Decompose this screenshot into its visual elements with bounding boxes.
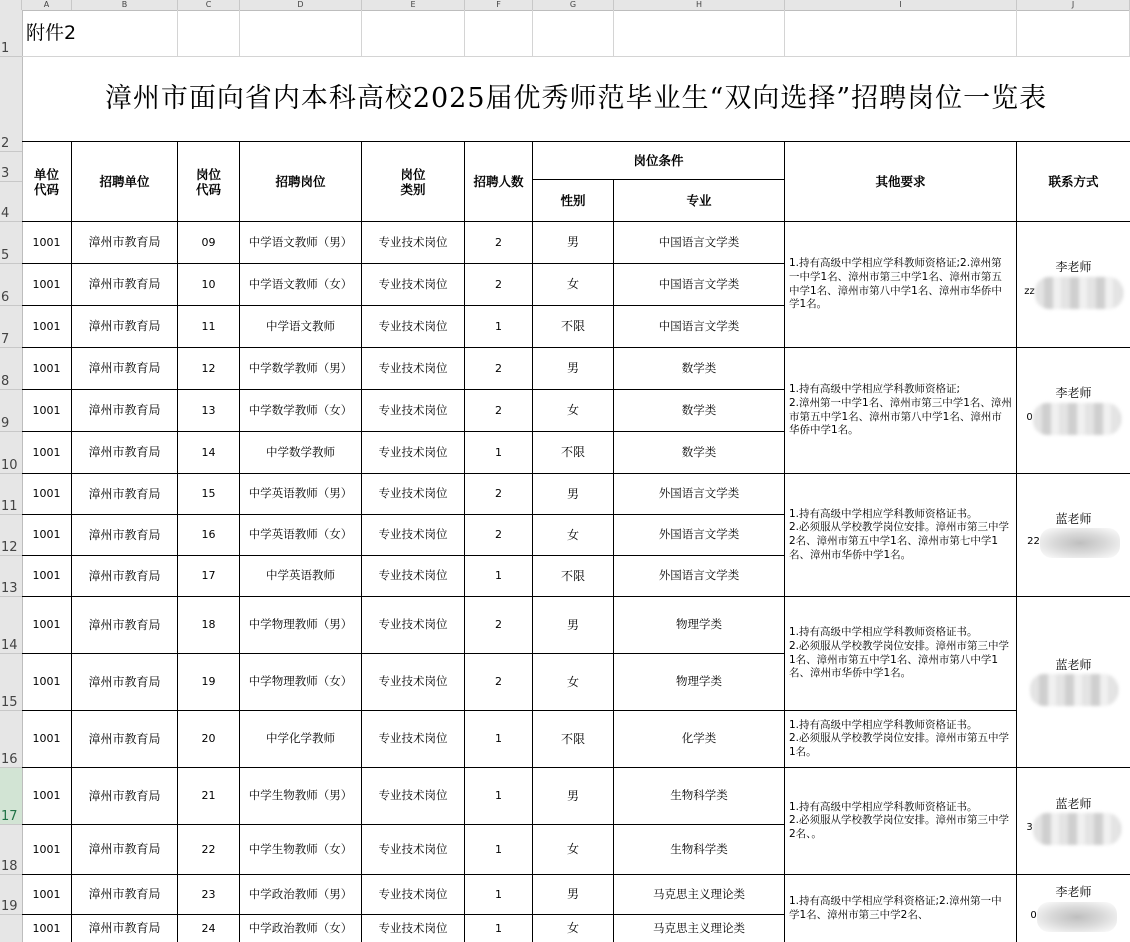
header-other-requirements[interactable]: 其他要求 (785, 142, 1017, 222)
contact-math[interactable] (1017, 348, 1130, 474)
post-type-cell[interactable]: 专业技术岗位 (362, 597, 465, 654)
major-cell[interactable]: 外国语言文学类 (614, 474, 785, 515)
contact-partial: 0 (1026, 411, 1033, 423)
major-cell[interactable]: 化学类 (614, 711, 785, 768)
major-cell[interactable]: 中国语言文学类 (614, 306, 785, 348)
post-cell[interactable]: 中学语文教师（女） (240, 264, 362, 306)
page-title[interactable]: 漳州市面向省内本科高校2025届优秀师范毕业生“双向选择”招聘岗位一览表 (22, 57, 1130, 142)
empty-cell[interactable] (1017, 10, 1130, 57)
unit-code-cell[interactable]: 1001 (22, 654, 72, 711)
gender-cell[interactable]: 女 (533, 825, 614, 875)
post-code-cell[interactable]: 11 (178, 306, 240, 348)
major-cell[interactable]: 生物科学类 (614, 768, 785, 825)
count-cell[interactable]: 2 (465, 222, 533, 264)
header-unit-code[interactable]: 单位 代码 (22, 142, 72, 222)
gender-cell[interactable]: 男 (533, 875, 614, 915)
unit-cell[interactable]: 漳州市教育局 (72, 654, 178, 711)
gender-cell[interactable]: 女 (533, 264, 614, 306)
post-cell[interactable]: 中学语文教师（男） (240, 222, 362, 264)
row-header-13[interactable]: 13 (0, 556, 22, 597)
post-cell[interactable]: 中学化学教师 (240, 711, 362, 768)
other-requirements-biology[interactable]: 1.持有高级中学相应学科教师资格证书。 2.必须服从学校教学岗位安排。漳州市第三中学2名、。 (785, 768, 1017, 875)
major-cell[interactable]: 中国语言文学类 (614, 222, 785, 264)
post-cell[interactable]: 中学英语教师（男） (240, 474, 362, 515)
unit-code-cell[interactable]: 1001 (22, 768, 72, 825)
post-code-cell[interactable]: 10 (178, 264, 240, 306)
contact-biology[interactable] (1017, 768, 1130, 875)
post-cell[interactable]: 中学政治教师（女） (240, 915, 362, 942)
post-type-cell[interactable]: 专业技术岗位 (362, 264, 465, 306)
post-type-cell[interactable]: 专业技术岗位 (362, 390, 465, 432)
post-type-cell[interactable]: 专业技术岗位 (362, 432, 465, 474)
major-cell[interactable]: 中国语言文学类 (614, 264, 785, 306)
redacted-phone (1033, 813, 1121, 845)
row-header-8[interactable]: 8 (0, 348, 22, 390)
row-header-3[interactable]: 3 (0, 142, 22, 182)
gender-cell[interactable]: 不限 (533, 711, 614, 768)
count-cell[interactable]: 2 (465, 348, 533, 390)
gender-cell[interactable]: 不限 (533, 556, 614, 597)
post-code-cell[interactable]: 14 (178, 432, 240, 474)
major-cell[interactable]: 数学类 (614, 390, 785, 432)
row-header-18[interactable]: 18 (0, 825, 22, 875)
post-code-cell[interactable]: 17 (178, 556, 240, 597)
post-code-cell[interactable]: 09 (178, 222, 240, 264)
post-type-cell[interactable]: 专业技术岗位 (362, 556, 465, 597)
major-cell[interactable]: 马克思主义理论类 (614, 875, 785, 915)
count-cell[interactable]: 1 (465, 711, 533, 768)
contact-name: 李老师 (1055, 260, 1092, 275)
empty-cell[interactable] (465, 10, 533, 57)
redacted-phone (1033, 403, 1121, 435)
post-cell[interactable]: 中学语文教师 (240, 306, 362, 348)
gender-cell[interactable]: 男 (533, 222, 614, 264)
major-cell[interactable]: 外国语言文学类 (614, 556, 785, 597)
row-header-15[interactable]: 15 (0, 654, 22, 711)
other-requirements-chinese[interactable]: 1.持有高级中学相应学科教师资格证;2.漳州第一中学1名、漳州市第三中学1名、漳州市第五中学1名、漳州市第八中学1名、漳州市华侨中学1名。 (785, 222, 1017, 348)
major-cell[interactable]: 马克思主义理论类 (614, 915, 785, 942)
empty-cell[interactable] (178, 10, 240, 57)
count-cell[interactable]: 1 (465, 556, 533, 597)
column-header-j[interactable]: J (1017, 0, 1130, 10)
row-header-12[interactable]: 12 (0, 515, 22, 556)
row-header-2[interactable]: 2 (0, 57, 22, 152)
count-cell[interactable]: 2 (465, 390, 533, 432)
unit-cell[interactable]: 漳州市教育局 (72, 711, 178, 768)
contact-partial: 22 (1027, 536, 1040, 548)
unit-cell[interactable]: 漳州市教育局 (72, 264, 178, 306)
gender-cell[interactable]: 男 (533, 474, 614, 515)
column-header-f[interactable]: F (465, 0, 533, 10)
unit-code-cell[interactable]: 1001 (22, 556, 72, 597)
unit-cell[interactable]: 漳州市教育局 (72, 768, 178, 825)
unit-cell[interactable]: 漳州市教育局 (72, 390, 178, 432)
empty-cell[interactable] (785, 10, 1017, 57)
row-header-14[interactable]: 14 (0, 597, 22, 654)
unit-code-cell[interactable]: 1001 (22, 875, 72, 915)
column-header-h[interactable]: H (614, 0, 785, 10)
unit-cell[interactable]: 漳州市教育局 (72, 515, 178, 556)
unit-code-cell[interactable]: 1001 (22, 515, 72, 556)
count-cell[interactable]: 1 (465, 432, 533, 474)
unit-code-cell[interactable]: 1001 (22, 432, 72, 474)
major-cell[interactable]: 生物科学类 (614, 825, 785, 875)
gender-cell[interactable]: 不限 (533, 306, 614, 348)
header-post-type[interactable]: 岗位 类别 (362, 142, 465, 222)
annex-label[interactable]: 附件2 (22, 10, 178, 57)
post-cell[interactable]: 中学数学教师 (240, 432, 362, 474)
row-header-1[interactable]: 1 (0, 10, 22, 57)
row-header-7[interactable]: 7 (0, 306, 22, 348)
major-cell[interactable]: 物理学类 (614, 597, 785, 654)
empty-cell[interactable] (533, 10, 614, 57)
post-type-cell[interactable]: 专业技术岗位 (362, 222, 465, 264)
unit-cell[interactable]: 漳州市教育局 (72, 915, 178, 942)
count-cell[interactable]: 1 (465, 768, 533, 825)
header-gender[interactable]: 性别 (533, 180, 614, 222)
unit-code-cell[interactable]: 1001 (22, 306, 72, 348)
post-code-cell[interactable]: 19 (178, 654, 240, 711)
post-type-cell[interactable]: 专业技术岗位 (362, 474, 465, 515)
unit-cell[interactable]: 漳州市教育局 (72, 825, 178, 875)
column-header-c[interactable]: C (178, 0, 240, 10)
count-cell[interactable]: 2 (465, 597, 533, 654)
redacted-phone (1037, 902, 1117, 932)
unit-code-cell[interactable]: 1001 (22, 711, 72, 768)
other-requirements-english[interactable]: 1.持有高级中学相应学科教师资格证书。 2.必须服从学校教学岗位安排。漳州市第三中学2名、漳州市第五中学1名、漳州市第七中学1名、漳州市华侨中学1名。 (785, 474, 1017, 597)
gender-cell[interactable]: 女 (533, 390, 614, 432)
unit-code-cell[interactable]: 1001 (22, 264, 72, 306)
major-cell[interactable]: 外国语言文学类 (614, 515, 785, 556)
gender-cell[interactable]: 男 (533, 768, 614, 825)
post-type-cell[interactable]: 专业技术岗位 (362, 825, 465, 875)
post-code-cell[interactable]: 13 (178, 390, 240, 432)
row-header-bar (0, 10, 23, 942)
row-header-4[interactable]: 4 (0, 182, 22, 222)
unit-code-cell[interactable]: 1001 (22, 390, 72, 432)
post-type-cell[interactable]: 专业技术岗位 (362, 515, 465, 556)
unit-code-cell[interactable]: 1001 (22, 348, 72, 390)
row-header-17[interactable]: 17 (0, 768, 22, 825)
unit-cell[interactable]: 漳州市教育局 (72, 348, 178, 390)
header-major[interactable]: 专业 (614, 180, 785, 222)
unit-cell[interactable]: 漳州市教育局 (72, 306, 178, 348)
post-cell[interactable]: 中学数学教师（男） (240, 348, 362, 390)
count-cell[interactable]: 2 (465, 474, 533, 515)
column-header-e[interactable]: E (362, 0, 465, 10)
unit-code-cell[interactable]: 1001 (22, 915, 72, 942)
post-code-cell[interactable]: 16 (178, 515, 240, 556)
post-cell[interactable]: 中学英语教师 (240, 556, 362, 597)
unit-cell[interactable]: 漳州市教育局 (72, 474, 178, 515)
empty-cell[interactable] (614, 10, 785, 57)
major-cell[interactable]: 数学类 (614, 432, 785, 474)
contact-name: 蓝老师 (1055, 511, 1092, 526)
post-type-cell[interactable]: 专业技术岗位 (362, 915, 465, 942)
contact-chinese[interactable] (1017, 222, 1130, 348)
redacted-phone (1040, 528, 1120, 558)
post-cell[interactable]: 中学政治教师（男） (240, 875, 362, 915)
post-type-cell[interactable]: 专业技术岗位 (362, 348, 465, 390)
major-cell[interactable]: 物理学类 (614, 654, 785, 711)
post-code-cell[interactable]: 22 (178, 825, 240, 875)
unit-cell[interactable]: 漳州市教育局 (72, 222, 178, 264)
unit-code-cell[interactable]: 1001 (22, 825, 72, 875)
contact-english[interactable] (1017, 474, 1130, 597)
post-cell[interactable]: 中学生物教师（男） (240, 768, 362, 825)
header-post-code[interactable]: 岗位 代码 (178, 142, 240, 222)
other-requirements-math[interactable]: 1.持有高级中学相应学科教师资格证; 2.漳州第一中学1名、漳州市第三中学1名、漳州市第五中学1名、漳州市第八中学1名、漳州市华侨中学1名。 (785, 348, 1017, 474)
row-header-6[interactable]: 6 (0, 264, 22, 306)
post-type-cell[interactable]: 专业技术岗位 (362, 306, 465, 348)
major-cell[interactable]: 数学类 (614, 348, 785, 390)
post-code-cell[interactable]: 18 (178, 597, 240, 654)
contact-name: 蓝老师 (1055, 796, 1092, 811)
empty-cell[interactable] (240, 10, 362, 57)
post-cell[interactable]: 中学数学教师（女） (240, 390, 362, 432)
gender-cell[interactable]: 女 (533, 915, 614, 942)
contact-partial: 0 (1030, 909, 1037, 921)
contact-name: 蓝老师 (1055, 657, 1092, 672)
contact-name: 李老师 (1055, 386, 1092, 401)
other-requirements-physics[interactable]: 1.持有高级中学相应学科教师资格证书。 2.必须服从学校教学岗位安排。漳州市第三中学1名、漳州市第五中学1名、漳州市第八中学1名、漳州市华侨中学1名。 (785, 597, 1017, 711)
count-cell[interactable]: 2 (465, 515, 533, 556)
contact-physics-chemistry[interactable] (1017, 597, 1130, 768)
gender-cell[interactable]: 女 (533, 515, 614, 556)
redacted-phone (1035, 277, 1123, 309)
column-header-b[interactable]: B (72, 0, 178, 10)
redacted-phone (1030, 674, 1118, 706)
column-header-d[interactable]: D (240, 0, 362, 10)
contact-partial: 3 (1026, 822, 1033, 834)
post-type-cell[interactable]: 专业技术岗位 (362, 654, 465, 711)
header-post[interactable]: 招聘岗位 (240, 142, 362, 222)
row-header-10[interactable]: 10 (0, 432, 22, 474)
unit-code-cell[interactable]: 1001 (22, 222, 72, 264)
unit-cell[interactable]: 漳州市教育局 (72, 432, 178, 474)
row-header-9[interactable]: 9 (0, 390, 22, 432)
post-cell[interactable]: 中学物理教师（男） (240, 597, 362, 654)
contact-politics[interactable] (1017, 875, 1130, 942)
unit-cell[interactable]: 漳州市教育局 (72, 556, 178, 597)
post-cell[interactable]: 中学英语教师（女） (240, 515, 362, 556)
post-code-cell[interactable]: 23 (178, 875, 240, 915)
post-code-cell[interactable]: 24 (178, 915, 240, 942)
unit-code-cell[interactable]: 1001 (22, 474, 72, 515)
unit-code-cell[interactable]: 1001 (22, 597, 72, 654)
gender-cell[interactable]: 男 (533, 348, 614, 390)
gender-cell[interactable]: 女 (533, 654, 614, 711)
count-cell[interactable]: 2 (465, 654, 533, 711)
count-cell[interactable]: 1 (465, 875, 533, 915)
count-cell[interactable]: 2 (465, 264, 533, 306)
column-header-a[interactable]: A (22, 0, 72, 10)
count-cell[interactable]: 1 (465, 915, 533, 942)
gender-cell[interactable]: 不限 (533, 432, 614, 474)
column-header-i[interactable]: I (785, 0, 1017, 10)
header-unit[interactable]: 招聘单位 (72, 142, 178, 222)
count-cell[interactable]: 1 (465, 306, 533, 348)
count-cell[interactable]: 1 (465, 825, 533, 875)
row-header-5[interactable]: 5 (0, 222, 22, 264)
header-conditions[interactable]: 岗位条件 (533, 142, 785, 180)
post-code-cell[interactable]: 15 (178, 474, 240, 515)
header-contact[interactable]: 联系方式 (1017, 142, 1130, 222)
post-code-cell[interactable]: 12 (178, 348, 240, 390)
row-header-11[interactable]: 11 (0, 474, 22, 515)
header-count[interactable]: 招聘人数 (465, 142, 533, 222)
gender-cell[interactable]: 男 (533, 597, 614, 654)
contact-partial: zz (1024, 285, 1035, 297)
other-requirements-politics[interactable]: 1.持有高级中学相应学科资格证;2.漳州第一中学1名、漳州市第三中学2名、 (785, 875, 1017, 942)
post-type-cell[interactable]: 专业技术岗位 (362, 875, 465, 915)
other-requirements-chemistry[interactable]: 1.持有高级中学相应学科教师资格证书。 2.必须服从学校教学岗位安排。漳州市第五中学1名。 (785, 711, 1017, 768)
post-type-cell[interactable]: 专业技术岗位 (362, 711, 465, 768)
select-all-corner[interactable] (0, 0, 22, 10)
post-code-cell[interactable]: 20 (178, 711, 240, 768)
unit-cell[interactable]: 漳州市教育局 (72, 597, 178, 654)
row-header-16[interactable]: 16 (0, 711, 22, 768)
empty-cell[interactable] (362, 10, 465, 57)
contact-name: 李老师 (1055, 885, 1092, 900)
post-type-cell[interactable]: 专业技术岗位 (362, 768, 465, 825)
row-header-19[interactable]: 19 (0, 875, 22, 915)
post-cell[interactable]: 中学物理教师（女） (240, 654, 362, 711)
post-code-cell[interactable]: 21 (178, 768, 240, 825)
column-header-g[interactable]: G (533, 0, 614, 10)
unit-cell[interactable]: 漳州市教育局 (72, 875, 178, 915)
post-cell[interactable]: 中学生物教师（女） (240, 825, 362, 875)
